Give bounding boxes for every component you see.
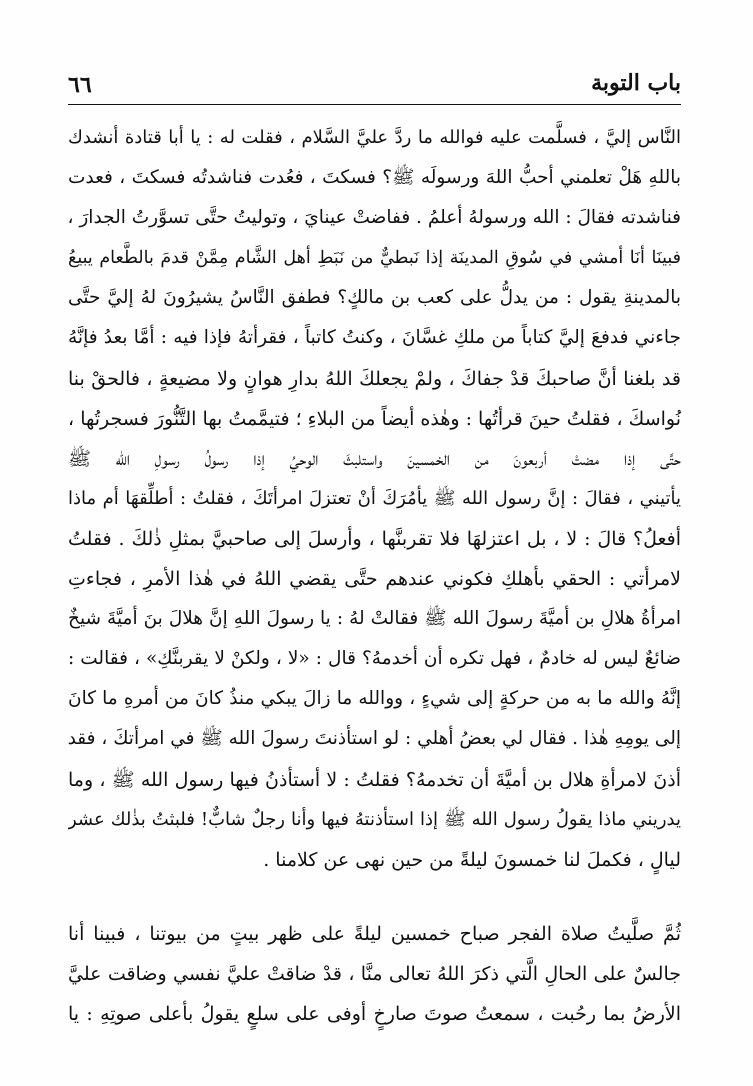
text-line: بالمدينةِ يقول : من يدلُّ على كعب بن مالكٍ؟ فطفق النَّاسُ يشيرُونَ لهُ إليَّ حتَّى <box>68 287 681 309</box>
page-number: ٦٦ <box>68 72 92 98</box>
text-line: الأرضُ بما رحُبت ، سمعتُ صوتَ صارخٍ أوفى على سلعٍ يقولُ بأعلى صوتِهِ : يا <box>68 1002 681 1025</box>
text-line: يدريني ماذا يقولُ رسول الله ﷺ إذا استأذنتهُ فيها وأنا رجلٌ شابٌّ! فلبثتُ بذٰلك عشر <box>68 808 681 830</box>
text-line: فبينَا أنَا أمشي في سُوقِ المدينَة إذا نَبطيٌّ من نَبَطِ أهل الشَّام مِمَّنْ قدمَ بالطَّعام يبيعُ <box>68 248 681 269</box>
text-line: ضائعٌ ليس له خادمٌ ، فهل تكره أن أخدمهُ؟ قال : «لا ، ولكنْ لا يقربنَّكِ» ، فقالت : <box>68 648 681 670</box>
text-line: باللهِ هَلْ تعلمني أحبُّ اللهَ ورسولَه ﷺ؟ فسكتَ ، فعُدت فناشدتُه فسكتَ ، فعدت <box>68 167 681 189</box>
running-title: باب التوبة <box>591 70 681 96</box>
paragraph-spacer <box>68 880 681 914</box>
header-divider <box>68 104 681 105</box>
text-line: جاءني فدفعَ إليَّ كتاباً من ملكِ غسَّانَ ، وكنتُ كاتباً ، فقرأتهُ فإذا فيه : أمَّا بعدُ فإنَّهُ <box>68 327 681 349</box>
paragraph-2 <box>68 914 681 1034</box>
text-line: أفعلُ؟ قالَ : لا ، بل اعتزلهَا فلا تقربنَّها ، وأرسلَ إلى صاحبيَّ بمثلِ ذٰلكَ . فقلتُ <box>68 527 681 550</box>
page-header <box>68 70 681 104</box>
text-line: إنَّهُ والله ما به من حركةٍ إلى شيءٍ ، ووالله ما زالَ يبكي منذُ كانَ من أمرهِ ما كانَ <box>68 688 681 710</box>
text-line: لامرأتي : الحقي بأهلكِ فكوني عندهم حتَّى يقضي اللهُ في هٰذا الأمرِ ، فجاءتِ <box>68 568 681 591</box>
text-line: قد بلغنا أنَّ صاحبكَ قدْ جفاكَ ، ولمْ يجعلكَ اللهُ بدارِ هوانٍ ولا مضيعةٍ ، فالحقْ بنا <box>68 367 681 390</box>
text-line: فناشدته فقالَ : الله ورسولهُ أعلمُ . ففاضتْ عينايَ ، وتوليتُ حتَّى تسوَّرتُ الجدارَ ، <box>68 207 681 229</box>
text-line: أذنَ لامرأةِ هلال بن أميَّةَ أن تخدمهُ؟ فقلتُ : لا أستأذنُ فيها رسول الله ﷺ ، وما <box>68 768 681 791</box>
text-line: ليالٍ ، فكملَ لنا خمسونَ ليلةً من حين نهى عن كلامنا . <box>263 848 681 871</box>
text-line: يأتيني ، فقالَ : إنَّ رسول الله ﷺ يأمُرَكَ أنْ تعتزلَ امرأتَكَ ، فقلتُ : أطلِّقهَا أم ماذا <box>68 487 681 509</box>
body-text <box>68 118 681 1034</box>
text-line: امرأةُ هلالِ بن أميَّةَ رسولَ الله ﷺ فقالتْ لهُ : يا رسولَ اللهِ إنَّ هلالَ بنَ أميَّةَ شيخٌ <box>68 608 681 630</box>
text-line: جالسٌ على الحالِ الَّتي ذكرَ اللهُ تعالى منَّا ، قدْ ضاقتْ عليَّ نفسي وضاقت عليَّ <box>68 962 681 985</box>
text-line: إلى يومِهِ هٰذا . فقال لي بعضُ أهلي : لو استأذنتَ رسولَ الله ﷺ في امرأتكَ ، فقد <box>68 728 681 750</box>
text-line: ثُمَّ صلَّيتُ صلاة الفجر صباح خمسين ليلةً على ظهر بيتٍ من بيوتنا ، فبينا أنا <box>68 922 681 945</box>
text-line: حتَّى إذا مضتْ أربعونَ من الخمسينَ واستلبثَ الوحيُ إذا رسولُ رسولِ الله ﷺ <box>68 447 681 470</box>
text-line: نُواسكَ ، فقلتُ حينَ قرأتُها : وهٰذه أيضاً من البلاءِ ؛ فتيمَّمتُ بها التَّنُّورَ فسجرتُها ، <box>68 407 681 430</box>
text-line: النَّاس إليَّ ، فسلَّمت عليه فوالله ما ردَّ عليَّ السَّلام ، فقلت له : يا أبا قتادة أنشدك <box>68 127 681 148</box>
paragraph-1 <box>68 118 681 880</box>
